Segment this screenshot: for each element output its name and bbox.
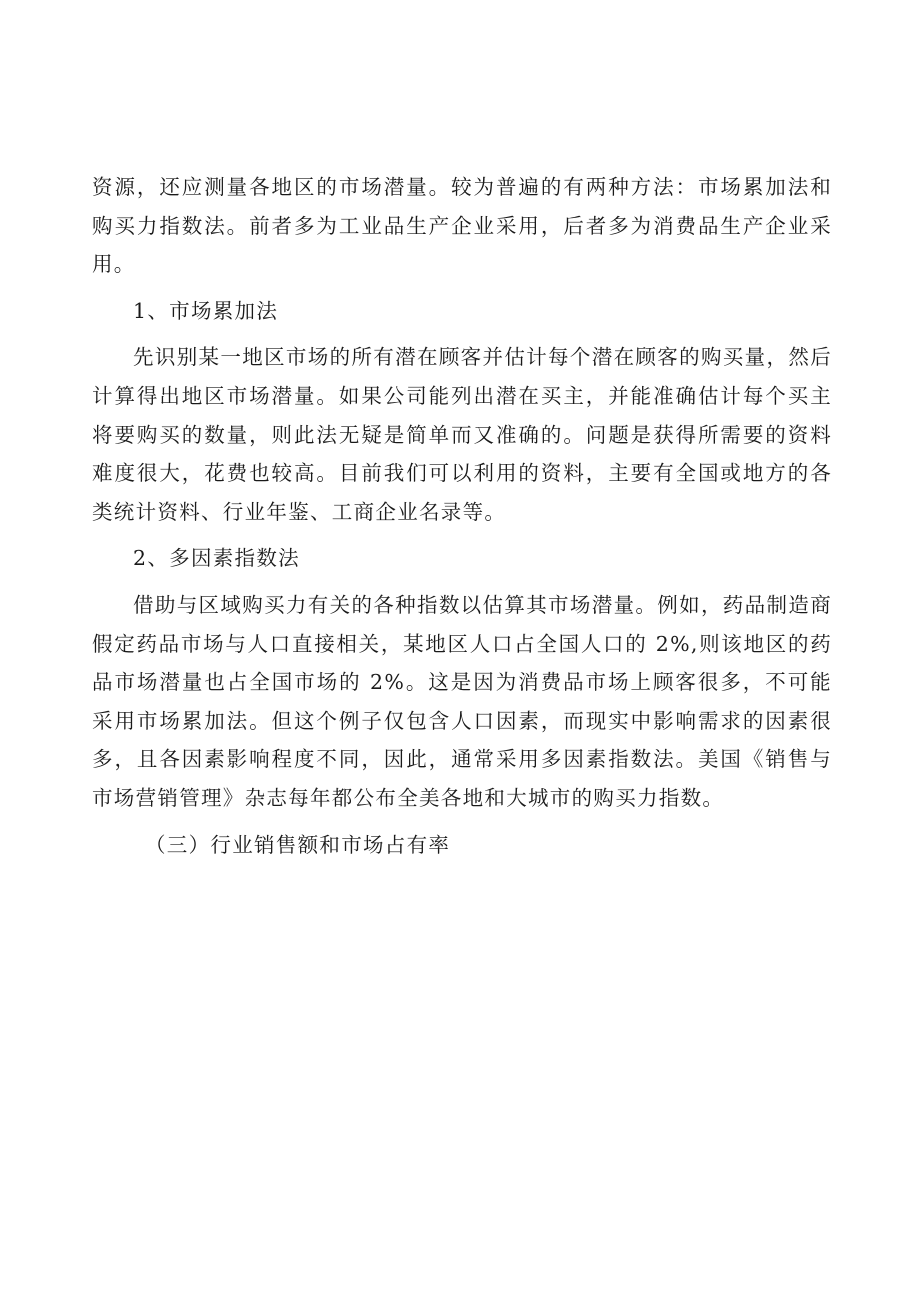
intro-paragraph: 资源，还应测量各地区的市场潜量。较为普遍的有两种方法：市场累加法和购买力指数法。前者多为工业品生产企业采用，后者多为消费品生产企业采用。 [92, 175, 832, 277]
section-heading-industry-sales: （三）行业销售额和市场占有率 [145, 832, 451, 857]
paragraph-market-accumulation: 先识别某一地区市场的所有潜在顾客并估计每个潜在顾客的购买量，然后计算得出地区市场潜量。如果公司能列出潜在买主，并能准确估计每个买主将要购买的数量，则此法无疑是简单而又准确的。问题是获得所需要的资料难度很大，花费也较高。目前我们可以利用的资料，主要有全国或地方的各类统计资料、行业年鉴、工商企业名录等。 [92, 345, 832, 524]
heading-market-accumulation: 1、市场累加法 [133, 298, 279, 323]
document-body [92, 168, 832, 864]
heading-multi-factor-index: 2、多因素指数法 [133, 546, 300, 571]
paragraph-multi-factor-index: 借助与区域购买力有关的各种指数以估算其市场潜量。例如，药品制造商假定药品市场与人口直接相关，某地区人口占全国人口的 2%,则该地区的药品市场潜量也占全国市场的 2%。这是因为消费品市场上顾客很多，不可能采用市场累加法。但这个例子仅包含人口因素，而现实中影响需求的因素很多，且各因素影响程度不同，因此，通常采用多因素指数法。美国《销售与市场营销管理》杂志每年都公布全美各地和大城市的购买力指数。 [92, 592, 832, 810]
